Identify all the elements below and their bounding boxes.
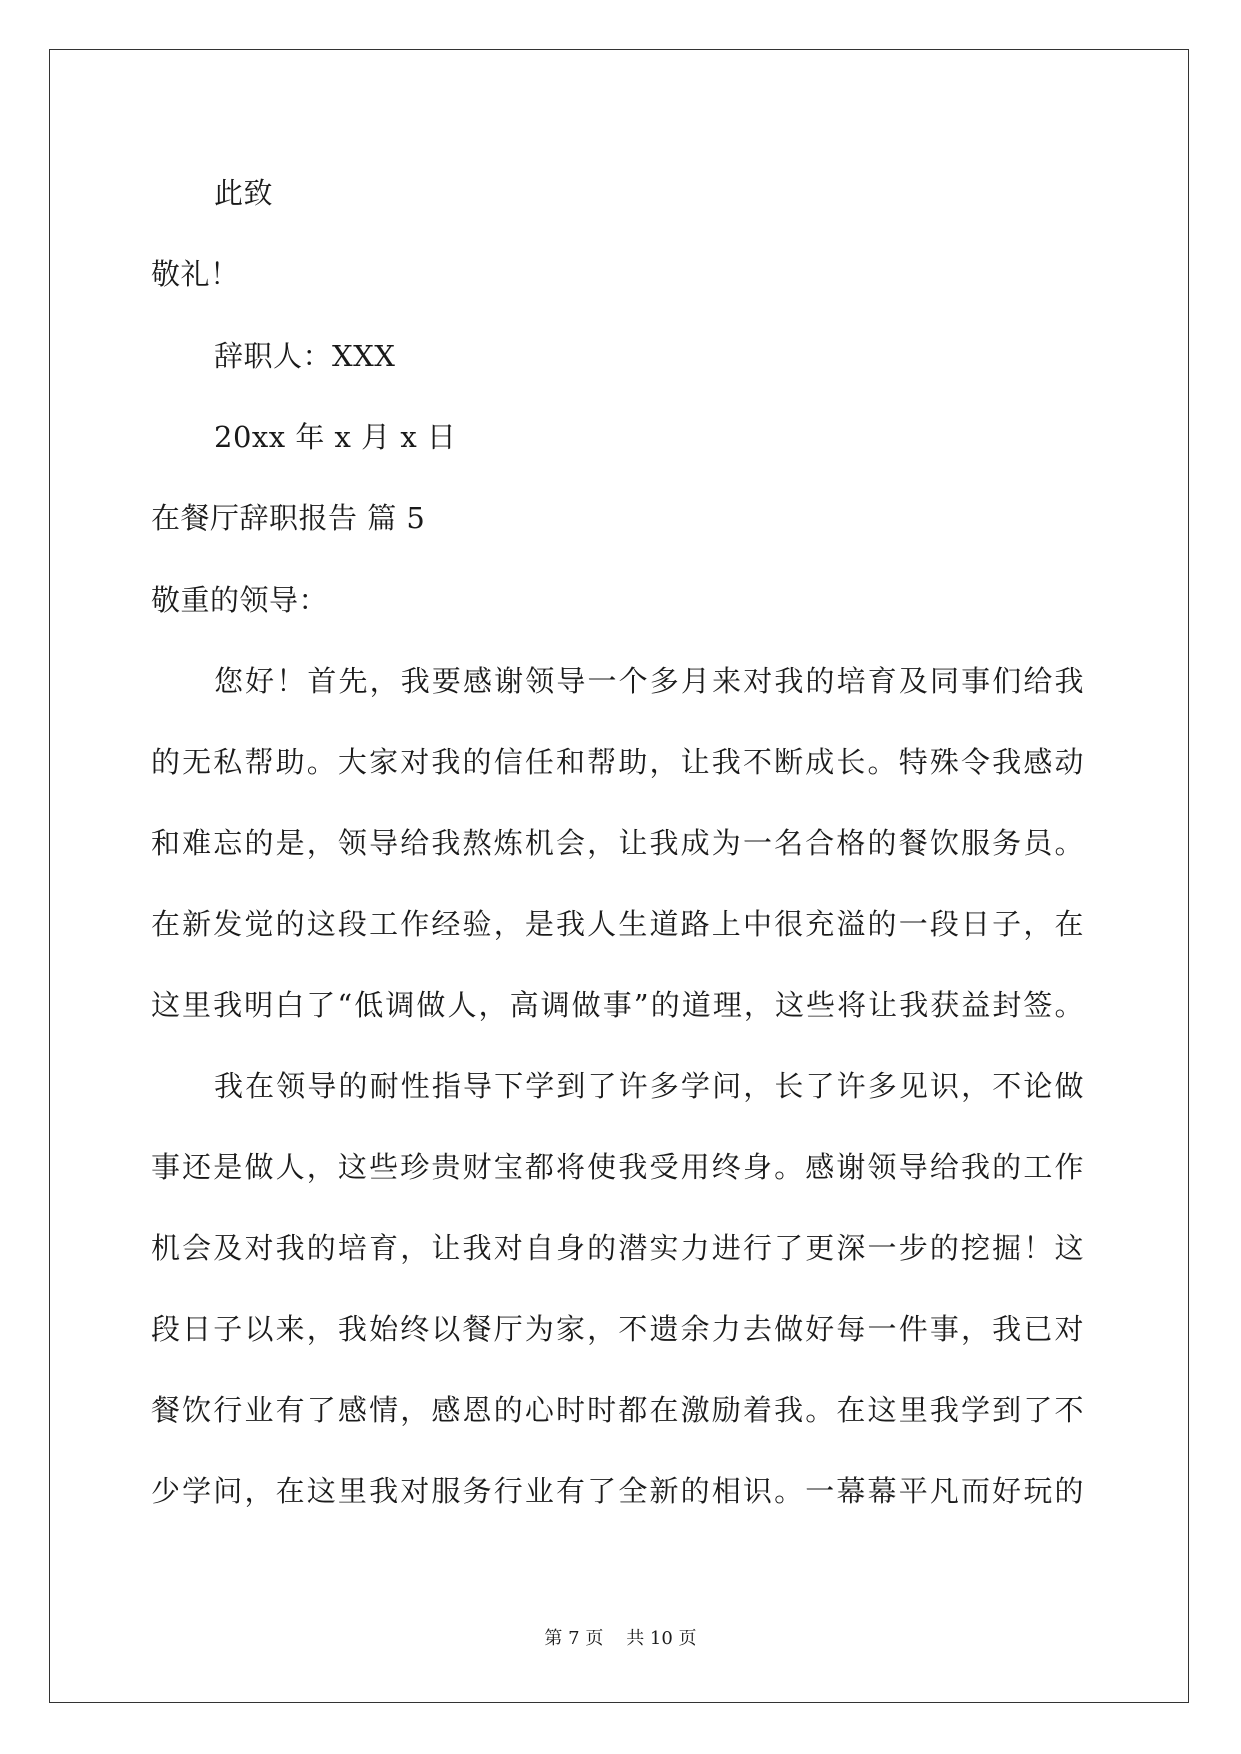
date-line: 20xx 年 x 月 x 日 — [214, 420, 457, 454]
body-line: 我在领导的耐性指导下学到了许多学问，长了许多见识，不论做 — [214, 1069, 1084, 1103]
page-border — [49, 49, 1189, 1703]
body-line: 机会及对我的培育，让我对自身的潜实力进行了更深一步的挖掘！这 — [151, 1231, 1084, 1265]
body-line: 您好！首先，我要感谢领导一个多月来对我的培育及同事们给我 — [214, 664, 1084, 698]
body-line: 这里我明白了“低调做人，高调做事”的道理，这些将让我获益封签。 — [151, 988, 1084, 1022]
section-title: 在餐厅辞职报告 篇 5 — [151, 501, 426, 535]
body-line: 在新发觉的这段工作经验，是我人生道路上中很充溢的一段日子，在 — [151, 907, 1084, 941]
greeting-line: 敬重的领导： — [151, 583, 329, 617]
salute-line: 敬礼！ — [151, 257, 240, 291]
signer-line: 辞职人：XXX — [214, 339, 396, 373]
body-line: 少学问，在这里我对服务行业有了全新的相识。一幕幕平凡而好玩的 — [151, 1474, 1084, 1508]
body-line: 事还是做人，这些珍贵财宝都将使我受用终身。感谢领导给我的工作 — [151, 1150, 1084, 1184]
page-footer: 第 7 页 共 10 页 — [544, 1628, 697, 1649]
closing-line: 此致 — [214, 176, 274, 210]
body-line: 段日子以来，我始终以餐厅为家，不遗余力去做好每一件事，我已对 — [151, 1312, 1084, 1346]
body-line: 和难忘的是，领导给我熬炼机会，让我成为一名合格的餐饮服务员。 — [151, 826, 1084, 860]
body-line: 餐饮行业有了感情，感恩的心时时都在激励着我。在这里我学到了不 — [151, 1393, 1084, 1427]
body-line: 的无私帮助。大家对我的信任和帮助，让我不断成长。特殊令我感动 — [151, 745, 1084, 779]
